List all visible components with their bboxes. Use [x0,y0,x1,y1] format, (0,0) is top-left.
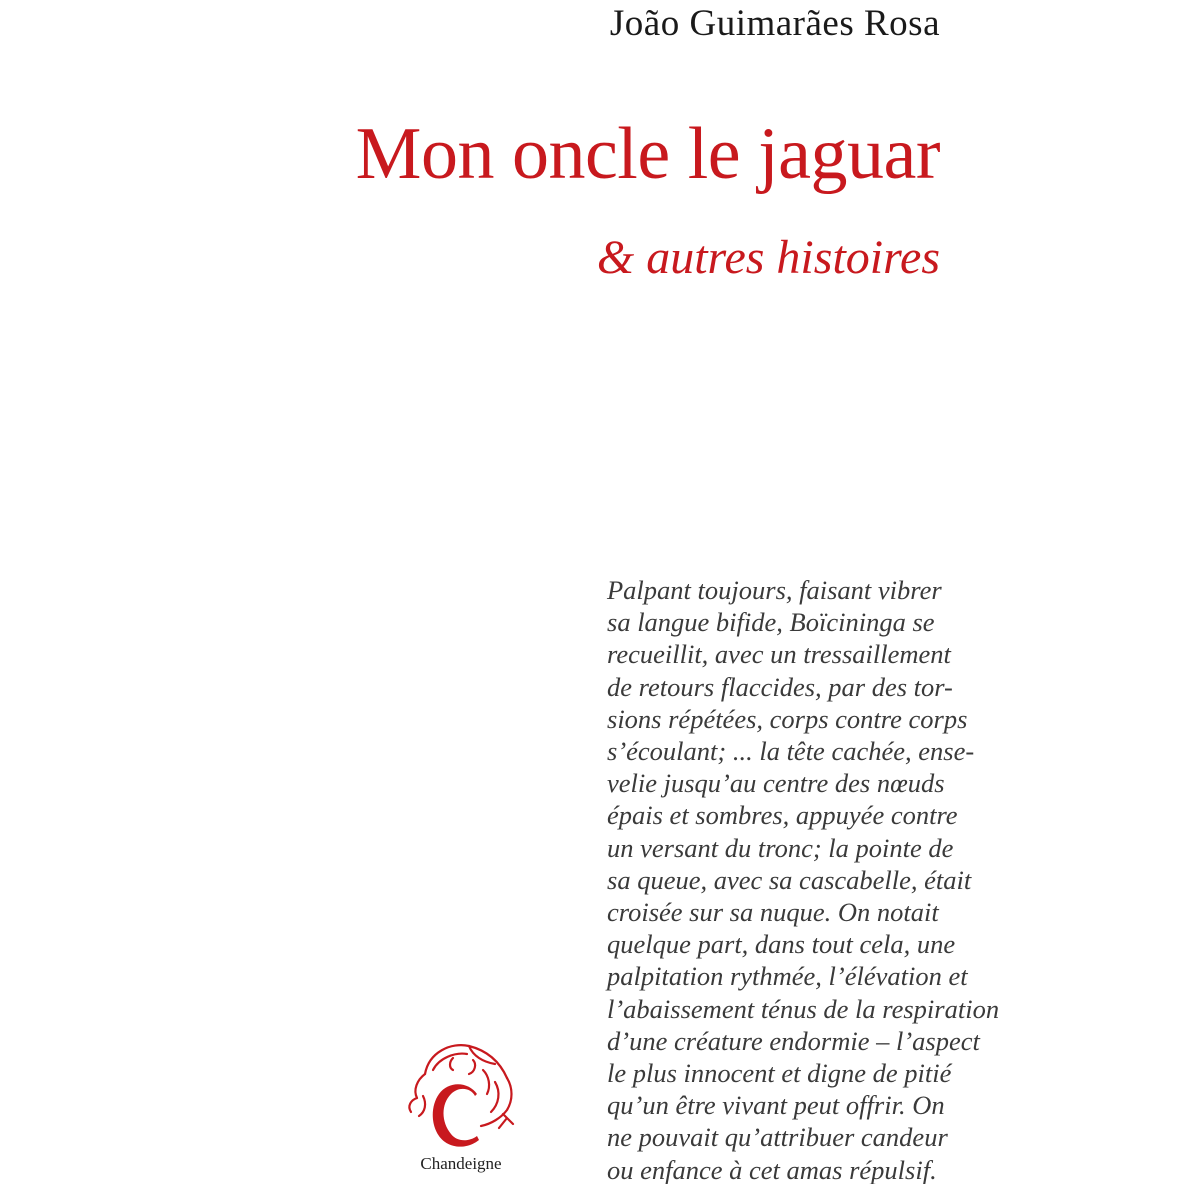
excerpt-line: ou enfance à cet amas répulsif. [607,1154,937,1184]
excerpt-line: palpitation rythmée, l’élévation et [607,961,968,992]
excerpt-line: le plus innocent et digne de pitié [607,1058,952,1089]
excerpt-line: l’abaissement ténus de la respiration [607,993,1000,1024]
excerpt-line: d’une créature endormie – l’aspect [607,1025,980,1056]
excerpt-line: sa langue bifide, Boïcininga se [607,607,935,638]
excerpt-line: quelque part, dans tout cela, une [607,929,956,960]
excerpt-line: sions répétées, corps contre corps [607,703,968,734]
excerpt-line: de retours flaccides, par des tor- [607,671,953,702]
book-title: Mon oncle le jaguar [355,113,940,195]
book-subtitle: & autres histoires [596,231,940,284]
excerpt-line: recueillit, avec un tressaillement [607,639,951,670]
excerpt-line: s’écoulant; ... la tête cachée, ense- [607,736,975,767]
excerpt-line: qu’un être vivant peut offrir. On [607,1090,945,1121]
excerpt-line: sa queue, avec sa cascabelle, était [607,864,972,895]
excerpt-line: Palpant toujours, faisant vibrer [607,575,942,605]
excerpt-line: croisée sur sa nuque. On notait [607,897,939,928]
chandeigne-logo-icon [403,1034,519,1152]
publisher-mark [396,1034,526,1174]
excerpt-line: un versant du tronc; la pointe de [607,832,954,863]
excerpt-line: épais et sombres, appuyée contre [607,800,958,831]
publisher-name: Chandeigne [420,1154,502,1173]
author-name: João Guimarães Rosa [609,3,940,44]
excerpt-line: velie jusqu’au centre des nœuds [607,768,945,799]
excerpt-line: ne pouvait qu’attribuer candeur [607,1122,948,1153]
excerpt-text [607,574,1000,1184]
